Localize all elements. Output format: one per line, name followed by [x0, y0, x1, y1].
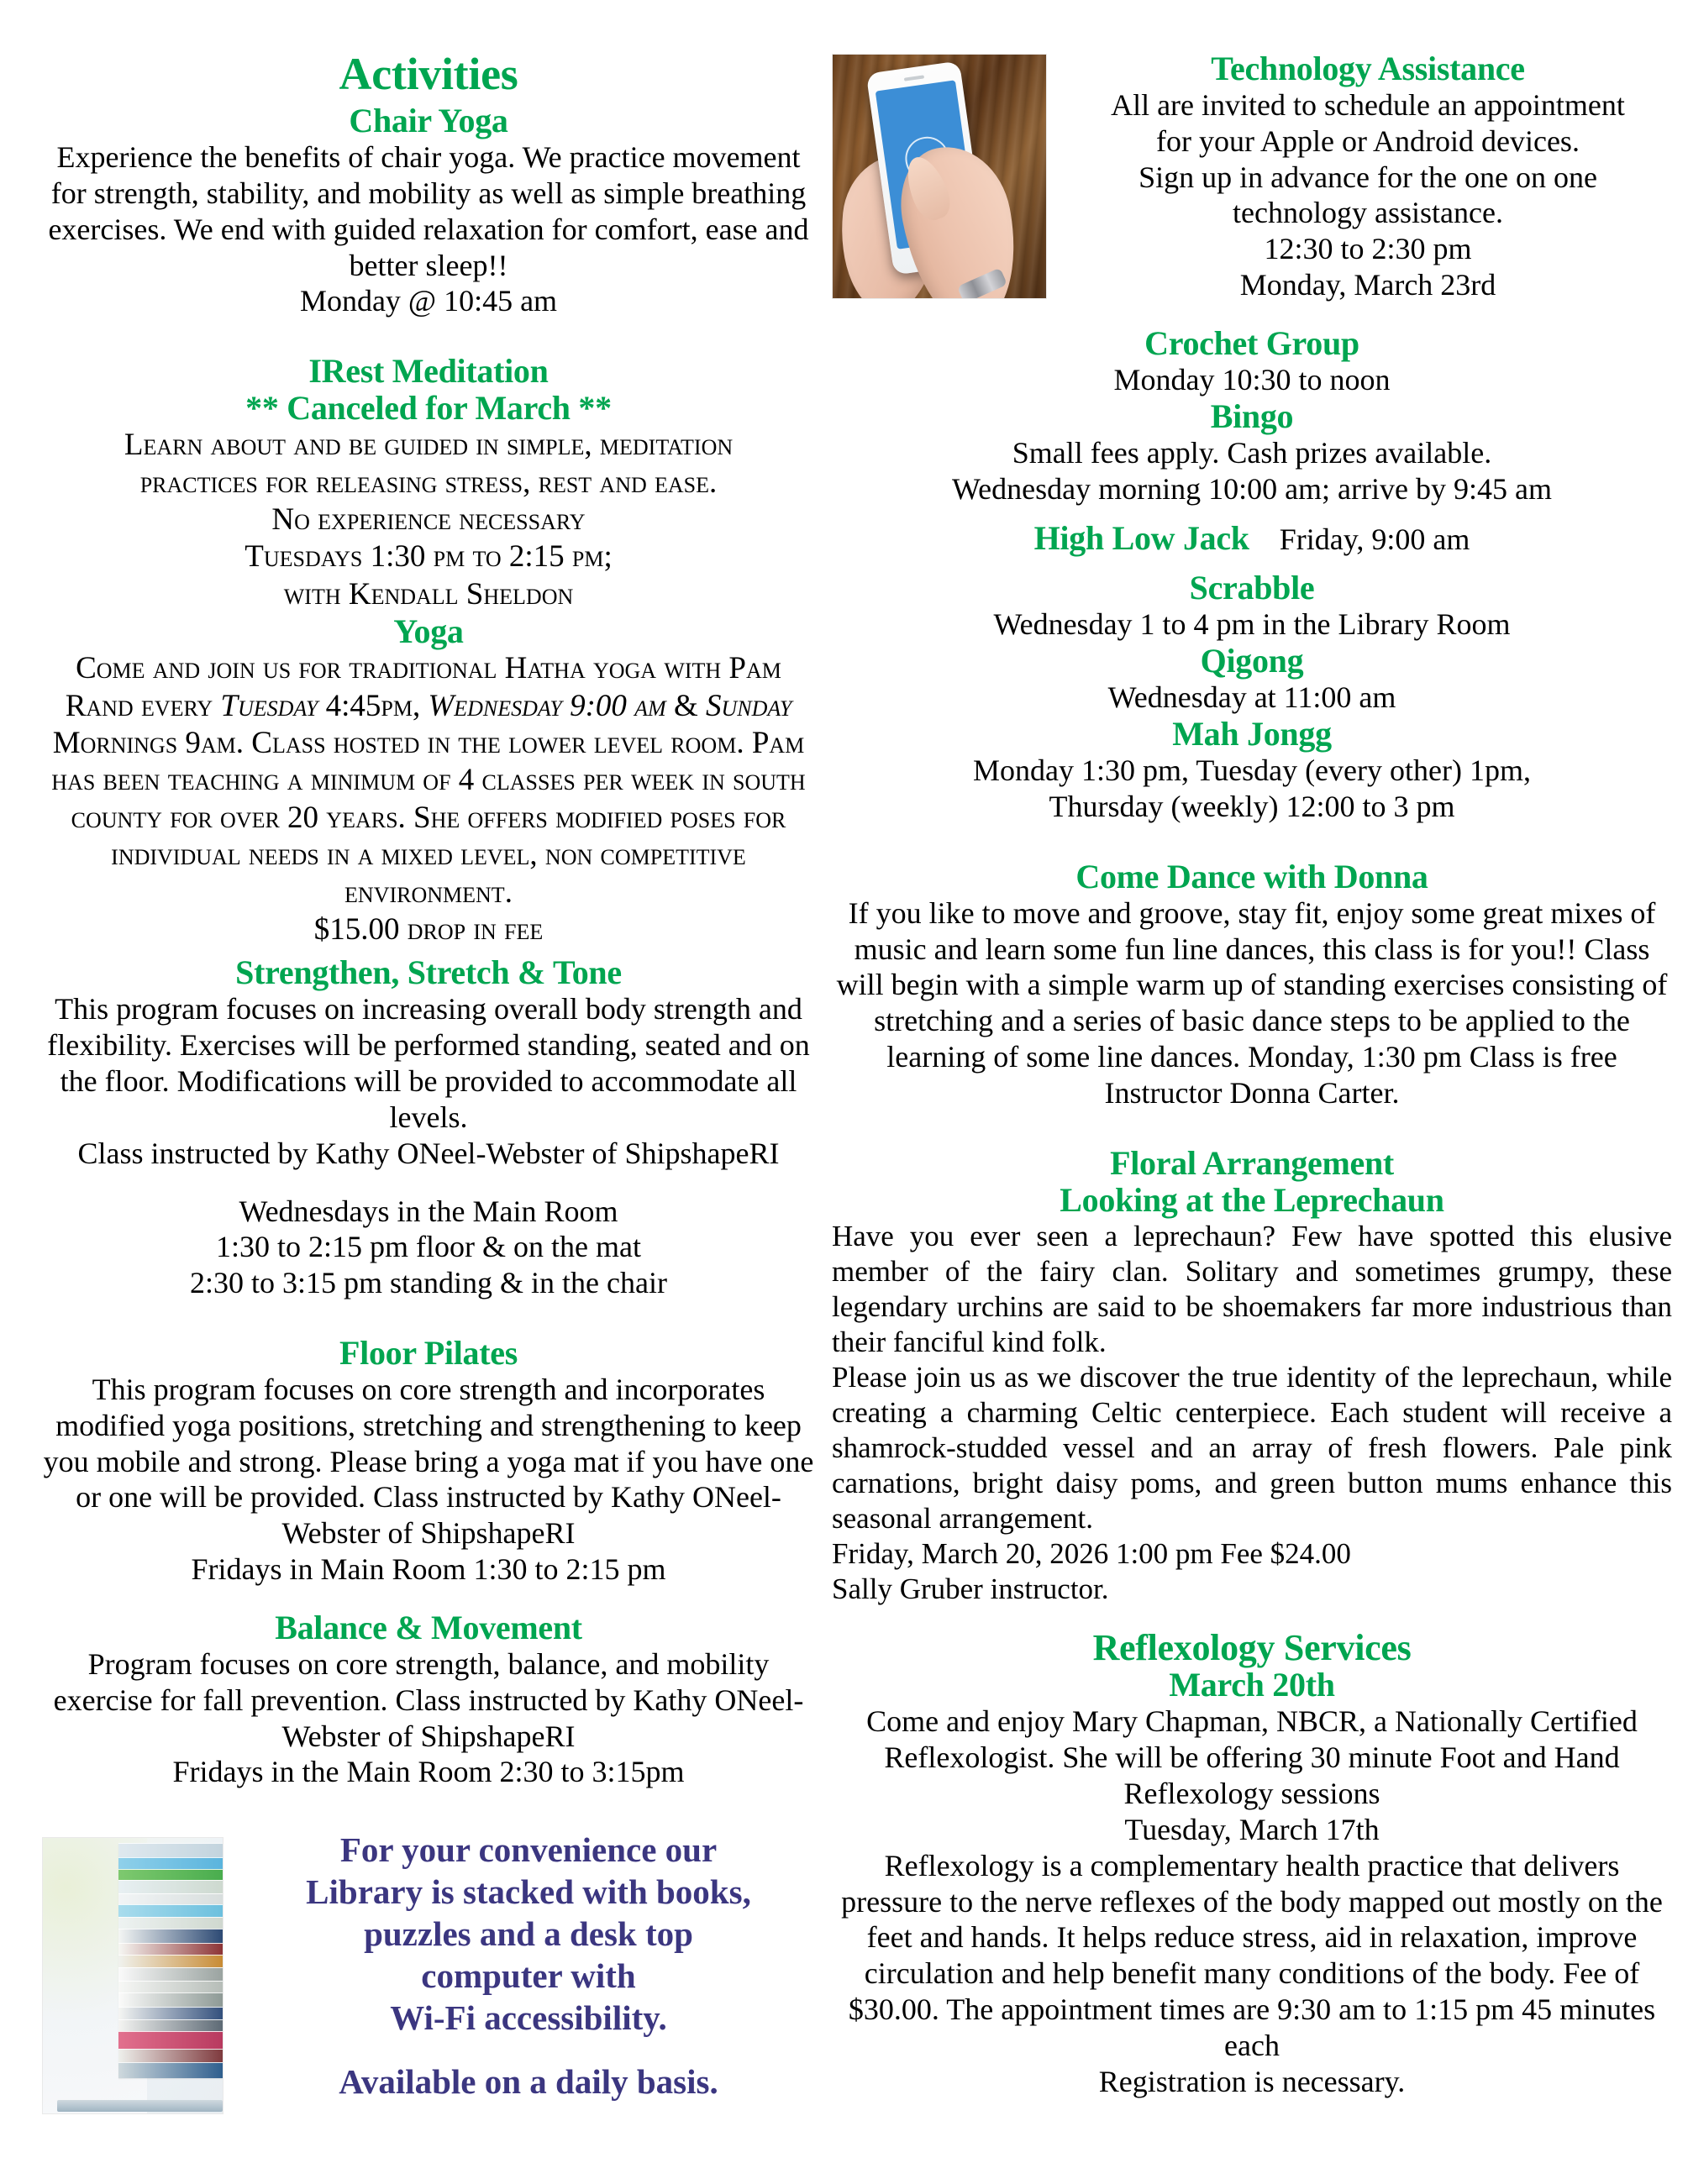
floral-paragraph-2: Please join us as we discover the true identity of the leprechaun, while creating a charming Celtic centerpiece. Each student will receive a shamrock-studded vessel and an array of fresh flowers. Pale pink carnations, bright daisy poms, and green button mums enhance this seasonal arrangement.: [832, 1360, 1672, 1535]
technology-line-3: Sign up in advance for the one on one: [1138, 160, 1597, 194]
page-title: Activities: [339, 49, 518, 99]
yoga-fee: $15.00 drop in fee: [313, 911, 544, 947]
right-column: [832, 50, 1672, 2100]
strengthen-schedule-2: 1:30 to 2:15 pm floor & on the mat: [216, 1230, 641, 1264]
strengthen-instructor: Class instructed by Kathy ONeel-Webster of ShipshapeRI: [77, 1136, 780, 1170]
balance-schedule: Fridays in the Main Room 2:30 to 3:15pm: [172, 1755, 685, 1789]
technology-image-wrap: [832, 50, 1049, 299]
section-floor-pilates: [42, 1335, 815, 1588]
section-come-dance-with-donna: [832, 858, 1672, 1111]
stack-of-books-photo: [42, 1837, 223, 2114]
spacer: [832, 1607, 1672, 1629]
technology-line-5: 12:30 to 2:30 pm: [1264, 232, 1472, 266]
floral-heading-1: Floral Arrangement: [1110, 1143, 1394, 1182]
irest-line-4: Tuesdays 1:30 pm to 2:15 pm;: [245, 539, 613, 575]
section-floral-arrangement: [832, 1145, 1672, 1607]
yoga-text-1: Come and join us for traditional Hatha yoga with Pam Rand every: [65, 651, 781, 723]
mah-jongg-line-2: Thursday (weekly) 12:00 to 3 pm: [1049, 789, 1455, 823]
book-spine: [118, 1869, 223, 1880]
shelf-edge: [57, 2100, 223, 2112]
yoga-text-2: 4:45pm,: [318, 688, 429, 723]
dance-heading: Come Dance with Donna: [1075, 857, 1428, 895]
floral-date-fee: Friday, March 20, 2026 1:00 pm Fee $24.00: [832, 1536, 1351, 1570]
section-irest-meditation: [42, 353, 815, 613]
book-spine: [118, 2019, 223, 2031]
yoga-day-1: Tuesday: [220, 688, 318, 723]
technology-text: [1049, 50, 1672, 303]
reflexology-paragraph-1: Come and enjoy Mary Chapman, NBCR, a Nationally Certified Reflexologist. She will be offering 30 minute Foot and Hand Reflexology sessions: [866, 1704, 1638, 1811]
qigong-schedule: Wednesday at 11:00 am: [1107, 680, 1396, 715]
library-line-5: Wi-Fi accessibility.: [390, 1998, 667, 2038]
book-spine: [118, 1992, 223, 2007]
book-spine: [118, 1893, 223, 1904]
strengthen-schedule-3: 2:30 to 3:15 pm standing & in the chair: [190, 1266, 667, 1300]
phone-speaker-grill: [904, 75, 924, 81]
book-spine: [118, 1917, 223, 1929]
section-high-low-jack: [832, 518, 1672, 558]
spacer: [832, 558, 1672, 570]
spacer: [832, 825, 1672, 858]
mah-jongg-line-1: Monday 1:30 pm, Tuesday (every other) 1pm,: [973, 753, 1531, 788]
yoga-text-4: Mornings 9am. Class hosted in the lower level room. Pam has been teaching a minimum of 4 classes per week in south county for over 20 years. She offers modified poses for individual needs in a mixed level, non competitive environment.: [51, 726, 806, 910]
spacer: [42, 1588, 815, 1609]
section-bingo: [832, 398, 1672, 507]
irest-line-2: practices for releasing stress, rest and ease.: [139, 465, 718, 500]
yoga-heading: Yoga: [393, 612, 464, 651]
spacer: [832, 1111, 1672, 1145]
section-reflexology-services: [832, 1626, 1672, 2100]
library-line-2: Library is stacked with books,: [306, 1872, 751, 1912]
book-spine: [118, 1880, 223, 1893]
hand-holding-smartphone-photo: [832, 54, 1047, 299]
book-spine: [118, 2062, 223, 2078]
crochet-schedule: Monday 10:30 to noon: [1113, 362, 1391, 396]
book-spine: [118, 1981, 223, 1992]
chair-yoga-schedule: Monday @ 10:45 am: [299, 284, 558, 318]
book-spine: [118, 2031, 223, 2049]
book-spine: [118, 1955, 223, 1967]
section-library: [42, 1829, 815, 2114]
book-spine: [118, 1857, 223, 1869]
yoga-day-3: Sunday: [705, 688, 792, 723]
bingo-line-1: Small fees apply. Cash prizes available.: [1012, 435, 1492, 470]
dance-body: If you like to move and groove, stay fit, enjoy some great mixes of music and learn some fun line dances, this class is for you!! Class will begin with a simple warm up of standing exercises consisting of stretching and a series of basic dance steps to be applied to the learning of some line dances. Monday, 1:30 pm Class is free: [836, 895, 1668, 1074]
section-crochet-group: [832, 325, 1672, 398]
section-balance-movement: [42, 1609, 815, 1790]
book-spine: [118, 2007, 223, 2019]
library-line-3: puzzles and a desk top: [364, 1914, 693, 1954]
library-line-4: computer with: [421, 1956, 636, 1996]
library-line-6: Available on a daily basis.: [339, 2062, 718, 2102]
scrabble-schedule: Wednesday 1 to 4 pm in the Library Room: [993, 607, 1511, 642]
irest-heading: IRest Meditation: [308, 352, 549, 391]
library-text: [225, 1829, 815, 2103]
book-spine: [118, 1904, 223, 1917]
irest-line-1: Learn about and be guided in simple, meditation: [124, 428, 734, 463]
floral-heading-2: Looking at the Leprechaun: [1060, 1180, 1444, 1219]
book-spine: [118, 1967, 223, 1981]
two-column-layout: [42, 49, 1672, 2167]
yoga-text-3: &: [665, 688, 706, 723]
floor-pilates-body: This program focuses on core strength and incorporates modified yoga positions, stretching and strengthening to keep you mobile and strong. Please bring a yoga mat if you have one or one will be provided. Class instructed by Kathy ONeel-Webster of ShipshapeRI: [43, 1373, 814, 1551]
irest-line-3: No experience necessary: [271, 502, 586, 538]
book-spine: [118, 1943, 223, 1955]
bingo-heading: Bingo: [1210, 396, 1294, 435]
section-scrabble: [832, 570, 1672, 643]
strengthen-schedule-1: Wednesdays in the Main Room: [239, 1194, 618, 1228]
spacer: [42, 1172, 815, 1194]
high-low-jack-heading: High Low Jack: [1033, 519, 1249, 558]
floral-instructor: Sally Gruber instructor.: [832, 1572, 1109, 1605]
yoga-body: [42, 650, 815, 911]
strengthen-body: This program focuses on increasing overall body strength and flexibility. Exercises will be performed standing, seated and on the floor. Modifications will be provided to accommodate all levels.: [47, 992, 810, 1134]
strengthen-heading: Strengthen, Stretch & Tone: [235, 953, 622, 992]
chair-yoga-body: Experience the benefits of chair yoga. We practice movement for strength, stability, and mobility as well as simple breathing exercises. We end with guided relaxation for comfort, ease and better sleep!!: [48, 140, 809, 282]
book-spine: [118, 1843, 223, 1857]
mah-jongg-heading: Mah Jongg: [1172, 715, 1332, 753]
qigong-heading: Qigong: [1200, 642, 1304, 680]
floor-pilates-schedule: Fridays in Main Room 1:30 to 2:15 pm: [191, 1552, 666, 1587]
high-low-jack-schedule: Friday, 9:00 am: [1279, 522, 1470, 557]
technology-line-6: Monday, March 23rd: [1239, 268, 1496, 302]
reflexology-date: Tuesday, March 17th: [1124, 1812, 1380, 1846]
technology-heading: Technology Assistance: [1211, 50, 1525, 87]
book-spine: [118, 1929, 223, 1943]
floor-pilates-heading: Floor Pilates: [339, 1334, 518, 1372]
chair-yoga-heading: Chair Yoga: [349, 102, 508, 140]
crochet-heading: Crochet Group: [1144, 323, 1359, 362]
dance-instructor: Instructor Donna Carter.: [1104, 1075, 1400, 1110]
section-technology-assistance: [832, 50, 1672, 303]
section-chair-yoga: [42, 102, 815, 319]
reflexology-heading: Reflexology Services: [1092, 1626, 1412, 1668]
reflexology-paragraph-2: Reflexology is a complementary health practice that delivers pressure to the nerve reflexes of the body mapped out mostly on the feet and hands. It helps reduce stress, aid in relaxation, improve circulation and help benefit many conditions of the body. Fee of $30.00. The appointment times are 9:30 am to 1:15 pm 45 minutes each: [841, 1848, 1663, 2062]
irest-subheading: ** Canceled for March **: [245, 389, 612, 428]
section-qigong: [832, 643, 1672, 716]
book-spine: [118, 2049, 223, 2062]
floral-paragraph-1: Have you ever seen a leprechaun? Few have spotted this elusive member of the fairy clan. Solitary and sometimes grumpy, these legendary urchins are said to be shoemakers far more industrious than their fanciful kind folk.: [832, 1219, 1672, 1358]
reflexology-registration: Registration is necessary.: [1098, 2064, 1406, 2098]
library-line-1: For your convenience our: [339, 1830, 718, 1870]
technology-line-1: All are invited to schedule an appointment: [1111, 88, 1625, 122]
balance-body: Program focuses on core strength, balance, and mobility exercise for fall prevention. Class instructed by Kathy ONeel-Webster of ShipshapeRI: [53, 1646, 804, 1753]
section-strengthen-stretch-tone: [42, 954, 815, 1301]
bingo-line-2: Wednesday morning 10:00 am; arrive by 9:45 am: [952, 471, 1552, 506]
section-yoga: [42, 613, 815, 948]
spacer: [42, 319, 815, 353]
balance-heading: Balance & Movement: [275, 1608, 582, 1646]
spacer: [832, 507, 1672, 518]
irest-line-5: with Kendall Sheldon: [283, 576, 574, 612]
reflexology-subheading: March 20th: [1169, 1666, 1335, 1704]
yoga-day-2: Wednesday 9:00 am: [428, 688, 666, 723]
technology-line-2: for your Apple or Android devices.: [1156, 123, 1580, 158]
library-image-wrap: [42, 1829, 225, 2114]
section-mah-jongg: [832, 716, 1672, 825]
spacer: [832, 303, 1672, 325]
left-column: [42, 50, 832, 2114]
spacer: [242, 2039, 815, 2061]
scrabble-heading: Scrabble: [1189, 569, 1315, 607]
spacer: [42, 1301, 815, 1335]
book-stack-group: [118, 1843, 223, 2110]
technology-line-4: technology assistance.: [1233, 196, 1503, 230]
